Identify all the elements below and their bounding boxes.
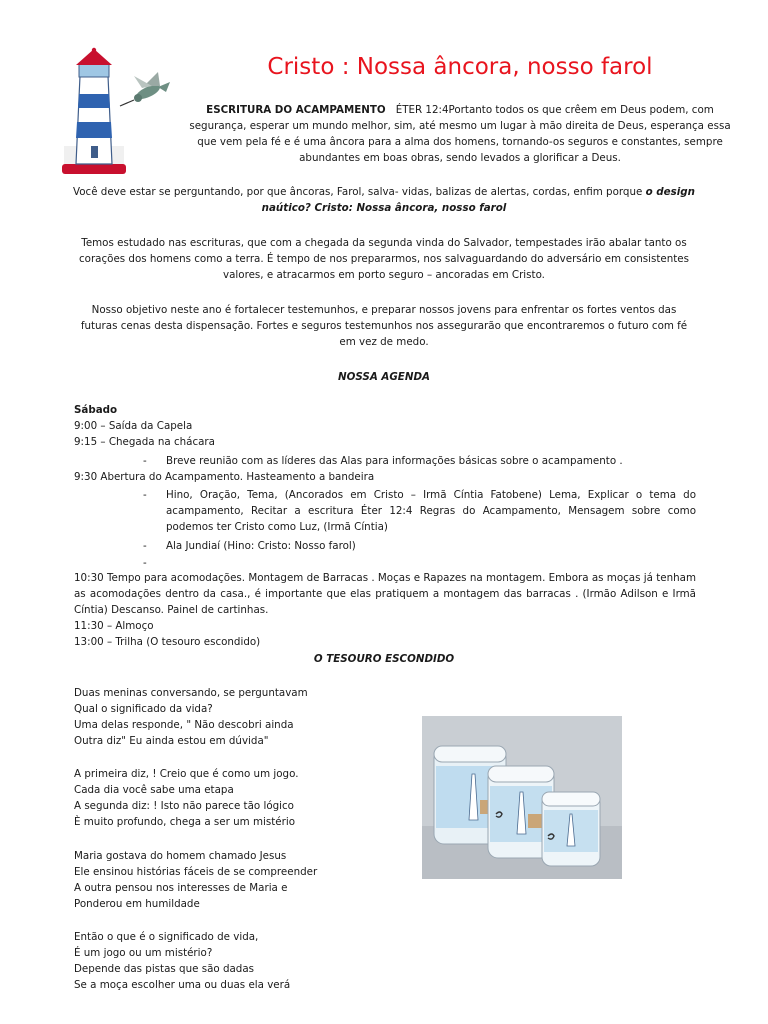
- poem-line: Duas meninas conversando, se perguntavam: [74, 687, 308, 699]
- camp-scripture: [180, 102, 740, 166]
- bullet-dash: -: [143, 540, 147, 552]
- bullet-dash: -: [143, 557, 147, 569]
- agenda-item-1130: 11:30 – Almoço: [74, 620, 154, 632]
- agenda-item-0930: 9:30 Abertura do Acampamento. Hasteamento a bandeira: [74, 471, 375, 483]
- agenda-item-0915: 9:15 – Chegada na chácara: [74, 436, 215, 448]
- agenda-heading: NOSSA AGENDA: [338, 371, 430, 383]
- treasure-boxes-photo: [422, 716, 622, 879]
- poem-line: Maria gostava do homem chamado Jesus: [74, 850, 287, 862]
- poem-line: Uma delas responde, " Não descobri ainda: [74, 719, 294, 731]
- scripture-text: ÉTER 12:4Portanto todos os que crêem em Deus podem, com segurança, esperar um mundo melhor, sim, até mesmo um lugar à mão direita de Deus, esperança essa que vem pela fé e é uma âncora para a alma dos homens, tornando-os seguros e constantes, sempre abundantes em boas obras, sendo levados a glorificar a Deus.: [189, 104, 731, 164]
- agenda-subitem-meeting: Breve reunião com as líderes das Alas para informações básicas sobre o acampamento .: [166, 455, 623, 467]
- poem-line: A outra pensou nos interesses de Maria e: [74, 882, 288, 894]
- lighthouse-illustration: [58, 46, 176, 182]
- bullet-dash: -: [143, 489, 147, 501]
- agenda-item-0900: 9:00 – Saída da Capela: [74, 420, 193, 432]
- paragraph-objective: Nosso objetivo neste ano é fortalecer testemunhos, e preparar nossos jovens para enfrentar os fortes ventos das futuras cenas desta dispensação. Fortes e seguros testemunhos nos assegurarão que encontraremos o futuro com fé em vez de medo.: [80, 304, 688, 348]
- intro-text: Você deve estar se perguntando, por que âncoras, Farol, salva- vidas, balizas de alertas, cordas, enfim porque: [72, 186, 643, 198]
- agenda-item-1300: 13:00 – Trilha (O tesouro escondido): [74, 636, 261, 648]
- poem-line: Então o que é o significado de vida,: [74, 931, 259, 943]
- agenda-item-1030: 10:30 Tempo para acomodações. Montagem de Barracas . Moças e Rapazes na montagem. Embora as moças já tenham as acomodações dentro da casa., é importante que elas pratiquem a montagem das barracas . (Irmão Adilson e Irmã Cíntia) Descanso. Painel de cartinhas.: [74, 572, 696, 616]
- paragraph-second-coming: Temos estudado nas escrituras, que com a chegada da segunda vinda do Salvador, tempestades irão abalar tanto os corações dos homens como a terra. É tempo de nos prepararmos, nos salvaguardando do adversário em consistentes valores, e atracarmos em porto seguro – ancoradas em Cristo.: [78, 237, 689, 281]
- poem-line: A segunda diz: ! Isto não parece tão lógico: [74, 800, 294, 812]
- poem-line: Qual o significado da vida?: [74, 703, 213, 715]
- poem-line: Ele ensinou histórias fáceis de se compreender: [74, 866, 318, 878]
- intro-emphasis: o design naútico? Cristo: Nossa âncora, nosso farol: [261, 186, 695, 214]
- bullet-dash: -: [143, 455, 147, 467]
- intro-paragraph: [72, 184, 696, 216]
- poem-line: È muito profundo, chega a ser um mistério: [74, 816, 295, 828]
- poem-line: Depende das pistas que são dadas: [74, 963, 255, 975]
- poem-line: É um jogo ou um mistério?: [74, 947, 213, 959]
- scripture-label: ESCRITURA DO ACAMPAMENTO: [206, 104, 386, 116]
- poem-line: Outra diz" Eu ainda estou em dúvida": [74, 735, 269, 747]
- poem-line: A primeira diz, ! Creio que é como um jogo.: [74, 768, 299, 780]
- poem-line: Cada dia você sabe uma etapa: [74, 784, 234, 796]
- agenda-subitem-ward: Ala Jundiaí (Hino: Cristo: Nosso farol): [166, 540, 356, 552]
- page-title: Cristo : Nossa âncora, nosso farol: [267, 54, 653, 80]
- poem-line: Se a moça escolher uma ou duas ela verá: [74, 979, 291, 991]
- agenda-day: Sábado: [74, 404, 118, 416]
- poem-line: Ponderou em humildade: [74, 898, 200, 910]
- agenda-subitem-opening: Hino, Oração, Tema, (Ancorados em Cristo – Irmã Cíntia Fatobene) Lema, Explicar o tema do acampamento, Recitar a escritura Éter 12:4 Regras do Acampamento, Mensagem sobre como podemos ter Cristo como Luz, (Irmã Cíntia): [166, 489, 696, 533]
- poem-heading: O TESOURO ESCONDIDO: [313, 653, 455, 665]
